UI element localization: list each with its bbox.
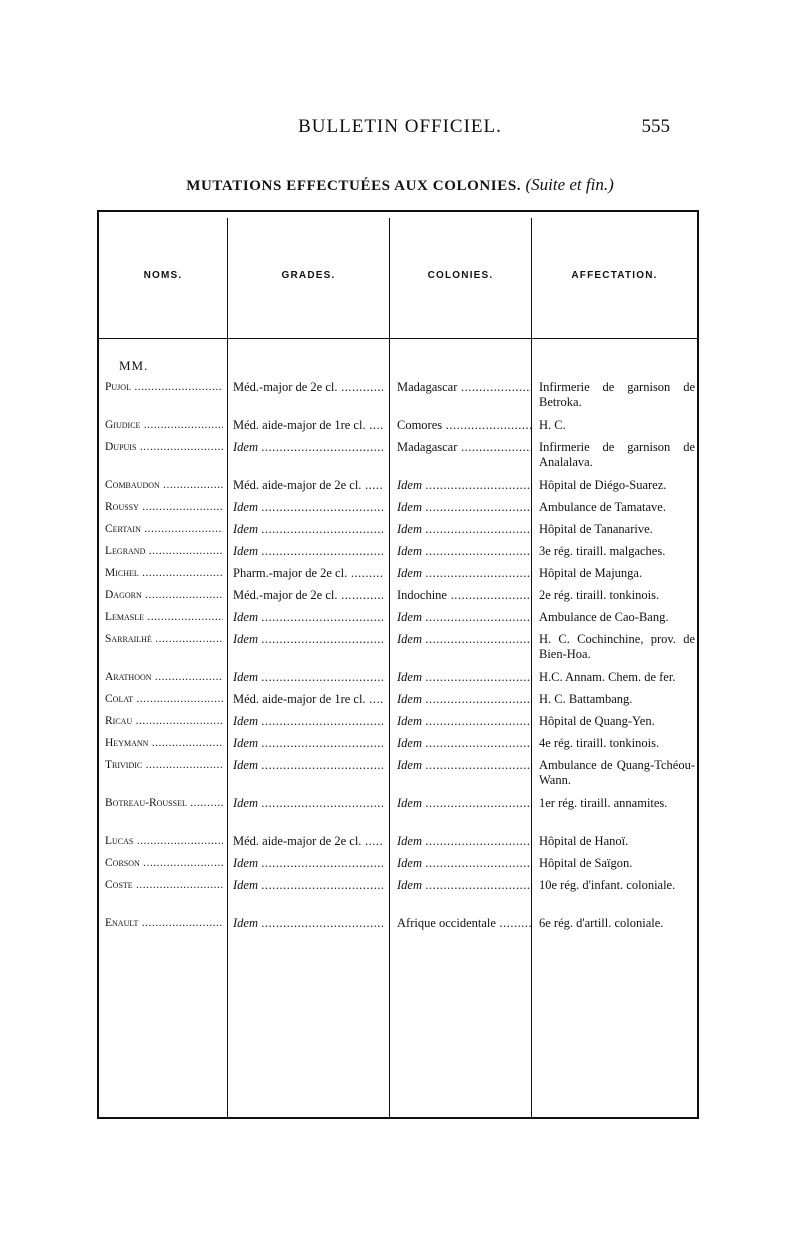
- grade-cell: [233, 440, 383, 455]
- colonie-cell-text: Idem .....: [397, 758, 531, 772]
- grade-cell-text: Idem .....: [233, 796, 383, 810]
- colonie-cell-text: Idem .....: [397, 670, 531, 684]
- affectation-cell-text: Hôpital de Quang-Yen.: [539, 714, 655, 728]
- table-row: [99, 692, 697, 714]
- affectation-cell: [539, 440, 695, 470]
- nom-cell-text: Arathoon .....: [105, 671, 223, 683]
- page-header: [0, 116, 800, 140]
- nom-cell-text: Coste .....: [105, 879, 223, 891]
- table-row: [99, 670, 697, 692]
- affectation-cell: [539, 916, 695, 931]
- affectation-cell: [539, 796, 695, 811]
- table-row: [99, 500, 697, 522]
- grade-cell: [233, 692, 383, 707]
- affectation-cell-text: 10e rég. d'infant. coloniale.: [539, 878, 676, 892]
- nom-cell-text: Colat .....: [105, 693, 223, 705]
- nom-cell-text: Roussy .....: [105, 501, 223, 513]
- colonie-cell: [397, 856, 531, 871]
- affectation-cell-text: H. C.: [539, 418, 566, 432]
- affectation-cell: [539, 670, 695, 685]
- page-number: 555: [641, 116, 670, 137]
- grade-cell: [233, 478, 383, 493]
- affectation-cell-text: Hôpital de Diégo-Suarez.: [539, 478, 667, 492]
- affectation-cell-text: Ambulance de Cao-Bang.: [539, 610, 669, 624]
- colonie-cell-text: Idem .....: [397, 736, 531, 750]
- nom-cell-text: Combaudon .....: [105, 479, 223, 491]
- nom-cell: [105, 610, 223, 625]
- table-row: [99, 380, 697, 418]
- nom-cell: [105, 714, 223, 729]
- nom-cell: [105, 670, 223, 685]
- table-row: [99, 440, 697, 478]
- table-title-suffix: (Suite et fin.): [525, 175, 614, 194]
- nom-cell: [105, 632, 223, 647]
- column-header-colonies: COLONIES.: [427, 270, 494, 281]
- nom-cell: [105, 758, 223, 773]
- affectation-cell-text: Hôpital de Majunga.: [539, 566, 643, 580]
- colonie-cell: [397, 522, 531, 537]
- affectation-cell: [539, 834, 695, 849]
- nom-cell-text: Ricau .....: [105, 715, 223, 727]
- colonie-cell-text: Idem .....: [397, 856, 531, 870]
- colonie-cell: [397, 566, 531, 581]
- table-row: [99, 610, 697, 632]
- affectation-cell-text: Ambulance de Quang-Tchéou-Wann.: [539, 758, 695, 787]
- grade-cell-text: Idem .....: [233, 714, 383, 728]
- grade-cell: [233, 916, 383, 931]
- grade-cell: [233, 670, 383, 685]
- nom-cell-text: Legrand .....: [105, 545, 223, 557]
- table-row: [99, 588, 697, 610]
- table-row: [99, 916, 697, 954]
- colonie-cell-text: Madagascar .....: [397, 440, 531, 454]
- table-row: [99, 544, 697, 566]
- affectation-cell: [539, 478, 695, 493]
- nom-cell-text: Lemasle .....: [105, 611, 223, 623]
- nom-cell-text: Corson .....: [105, 857, 223, 869]
- affectation-cell-text: 3e rég. tiraill. malgaches.: [539, 544, 666, 558]
- grade-cell: [233, 856, 383, 871]
- affectation-cell: [539, 380, 695, 410]
- grade-cell-text: Idem .....: [233, 632, 383, 646]
- affectation-cell: [539, 714, 695, 729]
- affectation-cell: [539, 500, 695, 515]
- column-header-noms: NOMS.: [143, 270, 183, 281]
- nom-cell: [105, 736, 223, 751]
- colonie-cell-text: Idem .....: [397, 632, 531, 646]
- grade-cell-text: Idem .....: [233, 736, 383, 750]
- affectation-cell: [539, 610, 695, 625]
- affectation-cell-text: H.C. Annam. Chem. de fer.: [539, 670, 676, 684]
- table-row: [99, 856, 697, 878]
- affectation-cell-text: Infirmerie de garnison de Betroka.: [539, 380, 695, 409]
- colonie-cell-text: Idem .....: [397, 692, 531, 706]
- affectation-cell: [539, 878, 695, 893]
- grade-cell-text: Idem .....: [233, 522, 383, 536]
- nom-cell: [105, 796, 223, 811]
- nom-cell: [105, 916, 223, 931]
- grade-cell-text: Idem .....: [233, 758, 383, 772]
- colonie-cell-text: Idem .....: [397, 500, 531, 514]
- grade-cell: [233, 380, 383, 395]
- table-row: [99, 632, 697, 670]
- nom-cell-text: Heymann .....: [105, 737, 223, 749]
- nom-cell: [105, 500, 223, 515]
- nom-cell-text: Giudice .....: [105, 419, 223, 431]
- colonie-cell: [397, 380, 531, 395]
- colonie-cell: [397, 796, 531, 811]
- colonie-cell: [397, 758, 531, 773]
- nom-cell: [105, 522, 223, 537]
- nom-cell-text: Dagorn .....: [105, 589, 223, 601]
- grade-cell-text: Idem .....: [233, 440, 383, 454]
- salutation: MM.: [119, 358, 149, 373]
- grade-cell-text: Méd. aide-major de 2e cl. .....: [233, 834, 383, 848]
- grade-cell: [233, 588, 383, 603]
- grade-cell: [233, 544, 383, 559]
- nom-cell: [105, 566, 223, 581]
- grade-cell: [233, 736, 383, 751]
- affectation-cell: [539, 632, 695, 662]
- running-title: BULLETIN OFFICIEL.: [298, 116, 502, 137]
- table-row: [99, 478, 697, 500]
- nom-cell: [105, 588, 223, 603]
- affectation-cell: [539, 758, 695, 788]
- colonie-cell-text: Indochine .....: [397, 588, 531, 602]
- nom-cell: [105, 544, 223, 559]
- colonie-cell-text: Idem .....: [397, 566, 531, 580]
- nom-cell: [105, 478, 223, 493]
- grade-cell: [233, 566, 383, 581]
- affectation-cell-text: Infirmerie de garnison de Analalava.: [539, 440, 695, 469]
- affectation-cell-text: Hôpital de Hanoï.: [539, 834, 629, 848]
- grade-cell: [233, 714, 383, 729]
- table-row: [99, 522, 697, 544]
- colonie-cell: [397, 834, 531, 849]
- nom-cell-text: Dupuis .....: [105, 441, 223, 453]
- colonie-cell-text: Afrique occidentale .....: [397, 916, 531, 930]
- colonie-cell-text: Madagascar .....: [397, 380, 531, 394]
- colonie-cell: [397, 610, 531, 625]
- colonie-cell-text: Idem .....: [397, 544, 531, 558]
- nom-cell: [105, 834, 223, 849]
- colonie-cell-text: Idem .....: [397, 478, 531, 492]
- nom-cell-text: Enault .....: [105, 917, 223, 929]
- grade-cell-text: Méd.-major de 2e cl. .....: [233, 380, 383, 394]
- colonie-cell: [397, 544, 531, 559]
- affectation-cell: [539, 522, 695, 537]
- grade-cell-text: Idem .....: [233, 610, 383, 624]
- colonie-cell: [397, 500, 531, 515]
- colonie-cell: [397, 714, 531, 729]
- colonie-cell: [397, 670, 531, 685]
- nom-cell-text: Certain .....: [105, 523, 223, 535]
- affectation-cell-text: Hôpital de Tananarive.: [539, 522, 653, 536]
- affectation-cell: [539, 692, 695, 707]
- grade-cell: [233, 834, 383, 849]
- affectation-cell: [539, 544, 695, 559]
- affectation-cell-text: H. C. Cochinchine, prov. de Bien-Hoa.: [539, 632, 695, 661]
- grade-cell-text: Idem .....: [233, 856, 383, 870]
- table-row: [99, 834, 697, 856]
- colonie-cell-text: Idem .....: [397, 610, 531, 624]
- nom-cell: [105, 692, 223, 707]
- affectation-cell: [539, 588, 695, 603]
- grade-cell-text: Idem .....: [233, 878, 383, 892]
- table-row: [99, 736, 697, 758]
- nom-cell-text: Sarrailhé .....: [105, 633, 223, 645]
- nom-cell-text: Michel .....: [105, 567, 223, 579]
- nom-cell-text: Lucas .....: [105, 835, 223, 847]
- grade-cell: [233, 610, 383, 625]
- grade-cell: [233, 500, 383, 515]
- table-title: [0, 175, 800, 195]
- nom-cell-text: Trividic .....: [105, 759, 223, 771]
- column-header-affectation: AFFECTATION.: [571, 270, 658, 281]
- colonie-cell-text: Idem .....: [397, 796, 531, 810]
- affectation-cell-text: H. C. Battambang.: [539, 692, 633, 706]
- colonie-cell: [397, 878, 531, 893]
- colonie-cell-text: Comores .....: [397, 418, 531, 432]
- affectation-cell-text: 6e rég. d'artill. coloniale.: [539, 916, 664, 930]
- grade-cell-text: Méd. aide-major de 1re cl. .....: [233, 692, 383, 706]
- colonie-cell: [397, 440, 531, 455]
- nom-cell: [105, 878, 223, 893]
- colonie-cell: [397, 692, 531, 707]
- affectation-cell: [539, 566, 695, 581]
- colonie-cell: [397, 632, 531, 647]
- table-row: [99, 418, 697, 440]
- colonie-cell: [397, 588, 531, 603]
- colonie-cell-text: Idem .....: [397, 834, 531, 848]
- grade-cell-text: Méd.-major de 2e cl. .....: [233, 588, 383, 602]
- table-row: [99, 758, 697, 796]
- nom-cell-text: Pujol .....: [105, 381, 223, 393]
- grade-cell-text: Idem .....: [233, 916, 383, 930]
- colonie-cell: [397, 916, 531, 931]
- affectation-cell-text: 2e rég. tiraill. tonkinois.: [539, 588, 660, 602]
- grade-cell: [233, 878, 383, 893]
- grade-cell: [233, 796, 383, 811]
- grade-cell-text: Idem .....: [233, 670, 383, 684]
- column-header-grades: GRADES.: [281, 270, 336, 281]
- affectation-cell-text: Ambulance de Tamatave.: [539, 500, 666, 514]
- grade-cell-text: Idem .....: [233, 500, 383, 514]
- table-row: [99, 566, 697, 588]
- affectation-cell-text: Hôpital de Saïgon.: [539, 856, 633, 870]
- grade-cell: [233, 418, 383, 433]
- grade-cell: [233, 758, 383, 773]
- colonie-cell-text: Idem .....: [397, 714, 531, 728]
- colonie-cell-text: Idem .....: [397, 878, 531, 892]
- colonie-cell: [397, 478, 531, 493]
- nom-cell: [105, 440, 223, 455]
- affectation-cell: [539, 418, 695, 433]
- affectation-cell: [539, 856, 695, 871]
- colonie-cell-text: Idem .....: [397, 522, 531, 536]
- grade-cell-text: Méd. aide-major de 2e cl. .....: [233, 478, 383, 492]
- nom-cell: [105, 380, 223, 395]
- nom-cell: [105, 856, 223, 871]
- nom-cell: [105, 418, 223, 433]
- mutations-table: [97, 210, 699, 1119]
- nom-cell-text: Botreau-Roussel .....: [105, 797, 223, 809]
- grade-cell-text: Méd. aide-major de 1re cl. .....: [233, 418, 383, 432]
- table-row: [99, 878, 697, 916]
- grade-cell: [233, 522, 383, 537]
- colonie-cell: [397, 418, 531, 433]
- table-row: [99, 714, 697, 736]
- grade-cell-text: Idem .....: [233, 544, 383, 558]
- table-row: [99, 796, 697, 834]
- table-title-text: MUTATIONS EFFECTUÉES AUX COLONIES.: [186, 178, 522, 194]
- grade-cell: [233, 632, 383, 647]
- affectation-cell-text: 1er rég. tiraill. annamites.: [539, 796, 668, 810]
- grade-cell-text: Pharm.-major de 2e cl. .....: [233, 566, 383, 580]
- header-rule: [99, 338, 697, 339]
- affectation-cell-text: 4e rég. tiraill. tonkinois.: [539, 736, 660, 750]
- affectation-cell: [539, 736, 695, 751]
- colonie-cell: [397, 736, 531, 751]
